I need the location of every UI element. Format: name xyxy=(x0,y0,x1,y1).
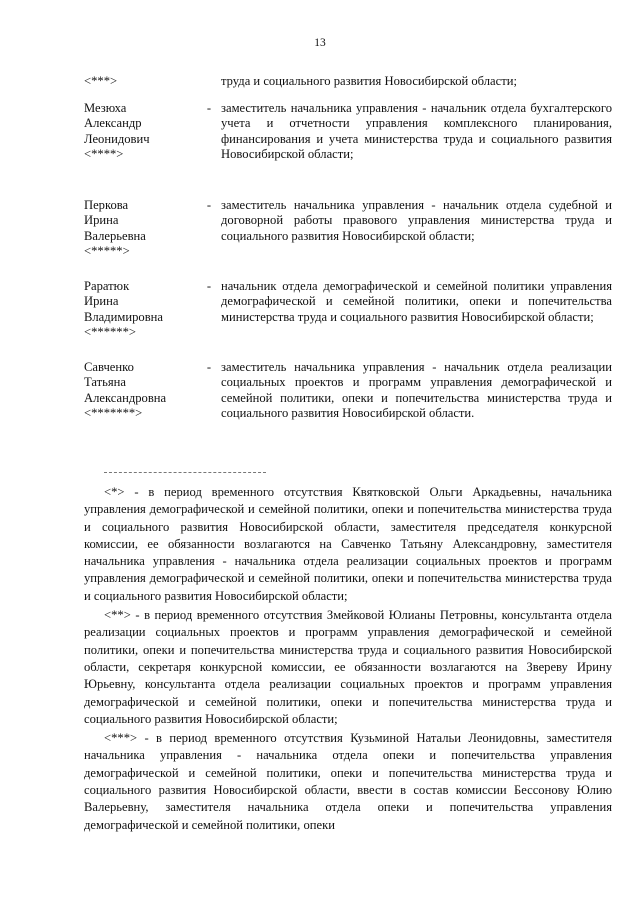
member-name-line: Валерьевна xyxy=(84,228,146,243)
member-dash: - xyxy=(206,360,212,374)
member-name-line: Ирина xyxy=(84,294,119,309)
member-name xyxy=(84,360,200,422)
member-name-line: Леонидович xyxy=(84,131,150,146)
member-name-line: Раратюк xyxy=(84,279,130,293)
member-name xyxy=(84,198,200,260)
member-role: заместитель начальника управления - начальник отдела судебной и договорной работы правового управления министерства труда и социального развития Новосибирской области; xyxy=(221,198,612,243)
footnote-3: <***> - в период временного отсутствия Кузьминой Натальи Леонидовны, заместителя начальника управления - начальника отдела опеки и попечительства управления демографической и семейной политики, опеки и попечительства министерства труда и социального развития Новосибирской области, ввести в состав комиссии Бессонову Юлию Валерьевну, заместителя начальника отдела опеки и попечительства управления демографической и семейной политики, опеки xyxy=(84,731,612,832)
member-name-line: Ирина xyxy=(84,213,119,228)
member-dash: - xyxy=(206,279,212,293)
member-name-line: Мезюха xyxy=(84,101,127,115)
member-name-line: <*****> xyxy=(84,244,130,259)
member-name-line: <****> xyxy=(84,147,124,162)
member-name xyxy=(84,74,200,89)
member-name-line: Александр xyxy=(84,116,142,131)
member-name-line: <*******> xyxy=(84,406,143,421)
footnote-2: <**> - в период временного отсутствия Змейковой Юлианы Петровны, консультанта отдела реализации социальных проектов и программ управления демографической и семейной политики, опеки и попечительства министерства труда и социального развития Новосибирской области, секретаря конкурсной комиссии, ее обязанности возлагаются на Звереву Ирину Юрьевну, консультанта отдела реализации социальных проектов и программ управления демографической и семейной политики, опеки и попечительства министерства труда и социального развития Новосибирской области; xyxy=(84,608,612,726)
member-role: заместитель начальника управления - начальник отдела реализации социальных проектов и программ управления демографической и семейной политики, опеки и попечительства министерства труда и социального развития Новосибирской области. xyxy=(221,360,612,421)
member-name-line: <******> xyxy=(84,325,136,340)
member-name-line: Александровна xyxy=(84,390,167,405)
member-name-line: <***> xyxy=(84,74,118,88)
member-name-line: Савченко xyxy=(84,360,134,374)
footnote-divider xyxy=(104,472,266,473)
member-name-line: Владимировна xyxy=(84,309,163,324)
member-dash: - xyxy=(206,198,212,212)
member-role: заместитель начальника управления - начальник отдела бухгалтерского учета и отчетности управления комплексного планирования, финансирования и учета министерства труда и социального развития Новосибирской области; xyxy=(221,101,612,162)
footnote-1: <*> - в период временного отсутствия Квятковской Ольги Аркадьевны, начальника управления демографической и семейной политики, опеки и попечительства министерства труда и социального развития Новосибирской области, заместителя председателя конкурсной комиссии, ее обязанности возлагаются на Савченко Татьяну Александровну, заместителя начальника управления - начальника отдела реализации социальных проектов и программ управления демографической и семейной политики, опеки и попечительства министерства труда и социального развития Новосибирской области; xyxy=(84,485,612,603)
footnotes xyxy=(84,484,612,836)
member-name xyxy=(84,279,200,341)
member-role: начальник отдела демографической и семейной политики управления демографической и семейной политики, опеки и попечительства министерства труда и социального развития Новосибирской области; xyxy=(221,279,612,324)
member-role: труда и социального развития Новосибирской области; xyxy=(221,74,517,88)
member-name xyxy=(84,101,200,163)
member-dash: - xyxy=(206,101,212,115)
member-name-line: Татьяна xyxy=(84,375,127,390)
page-number: 13 xyxy=(314,37,326,49)
member-name-line: Перкова xyxy=(84,198,129,212)
